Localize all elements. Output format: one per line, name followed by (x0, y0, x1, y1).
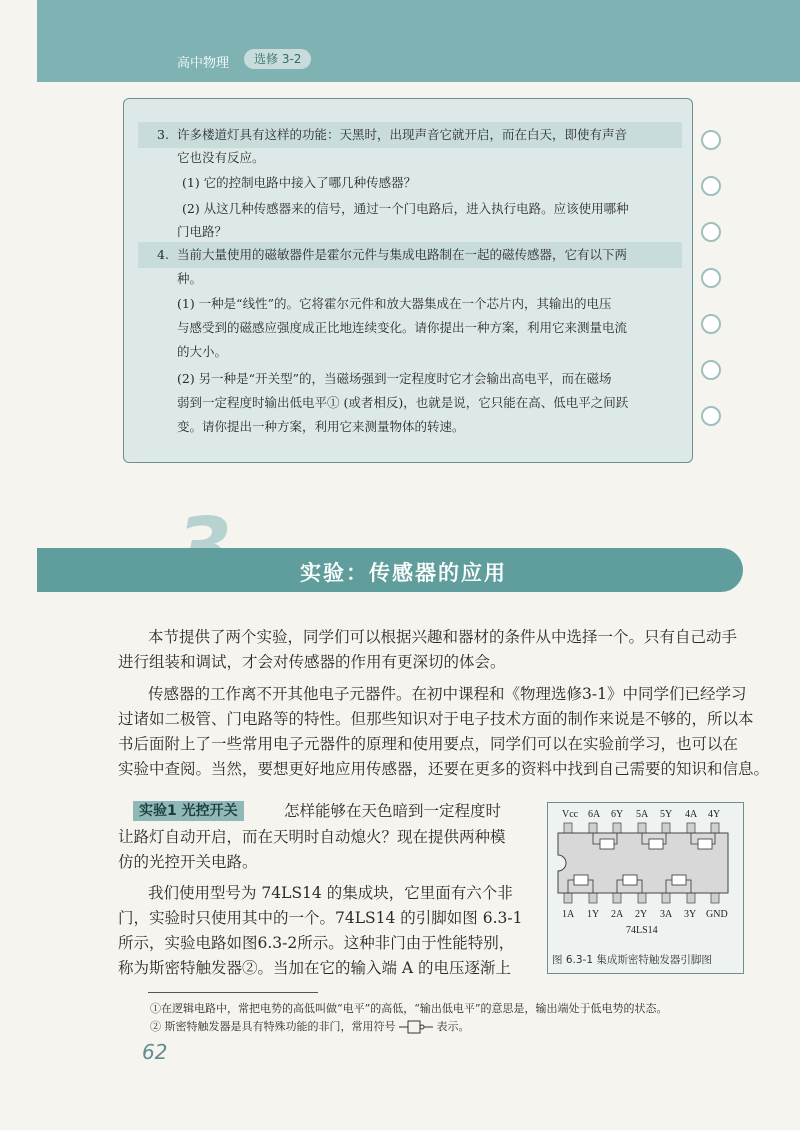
q3-sub-1: (1) 它的控制电路中接入了哪几种传感器？ (182, 175, 417, 190)
para-3a: 怎样能够在天色暗到一定程度时 (284, 802, 502, 820)
q4-sub-2c: 变。请你提出一种方案，利用它来测量物体的转速。 (177, 419, 465, 434)
experiment-label: 实验1 光控开关 (133, 801, 244, 821)
schmitt-trigger-icon (399, 1020, 433, 1034)
para-3c: 仿的光控开关电路。 (118, 853, 258, 871)
para-1b: 进行组装和调试，才会对传感器的作用有更深切的体会。 (118, 653, 506, 671)
q4-sub-2a: (2) 另一种是“开关型”的，当磁场强到一定程度时它才会输出高电平，而在磁场 (177, 371, 612, 386)
footnote-2-end: 表示。 (436, 1020, 470, 1033)
para-3b: 让路灯自动开启，而在天明时自动熄火？现在提供两种模 (118, 828, 506, 846)
q4-sub-2b: 弱到一定程度时输出低电平① (或者相反)，也就是说，它只能在高、低电平之间跃 (177, 395, 629, 410)
figure-pinout (547, 802, 744, 974)
header-bar (37, 0, 800, 82)
ring-icon (701, 406, 721, 426)
para-4a: 我们使用型号为 74LS14 的集成块，它里面有六个非 (148, 884, 513, 902)
pin-label-top: 4Y (708, 809, 721, 820)
ring-icon (701, 314, 721, 334)
para-4c: 所示，实验电路如图6.3-2所示。这种非门由于性能特别， (118, 934, 515, 952)
para-2d: 实验中查阅。当然，要想更好地应用传感器，还要在更多的资料中找到自己需要的知识和信息。 (118, 760, 770, 778)
q3-text: 许多楼道灯具有这样的功能：天黑时，出现声音它就开启，而在白天，即使有声音 (177, 127, 628, 142)
pin-label-bottom: 2A (611, 909, 624, 920)
q3-text-2: 它也没有反应。 (177, 150, 265, 165)
pin-label-bottom: GND (706, 909, 728, 920)
ring-icon (701, 130, 721, 150)
pin-label-bottom: 1A (562, 909, 575, 920)
q4-sub-1a: (1) 一种是“线性”的。它将霍尔元件和放大器集成在一个芯片内，其输出的电压 (177, 296, 612, 311)
volume-tag: 选修 3-2 (244, 49, 311, 69)
pinout-diagram (548, 803, 743, 953)
ring-icon (701, 176, 721, 196)
q4-text-2: 种。 (177, 271, 203, 286)
q3-number: 3. (157, 127, 169, 142)
book-title: 高中物理 (177, 56, 230, 71)
footnote-divider (148, 992, 318, 993)
section-title: 实验：传感器的应用 (300, 561, 507, 585)
para-2c: 书后面附上了一些常用电子元器件的原理和使用要点，同学们可以在实验前学习，也可以在 (118, 735, 739, 753)
para-1a: 本节提供了两个实验，同学们可以根据兴趣和器材的条件从中选择一个。只有自己动手 (148, 628, 738, 646)
figure-caption: 图 6.3-1 集成斯密特触发器引脚图 (552, 954, 712, 966)
para-4d: 称为斯密特触发器②。当加在它的输入端 A 的电压逐渐上 (118, 959, 512, 977)
page-number: 62 (142, 1040, 168, 1064)
pin-label-top: 5Y (660, 809, 673, 820)
q4-number: 4. (157, 247, 169, 262)
q4-text: 当前大量使用的磁敏器件是霍尔元件与集成电路制在一起的磁传感器，它有以下两 (177, 247, 628, 262)
pin-label-bottom: 3A (660, 909, 673, 920)
ring-icon (701, 268, 721, 288)
ring-icon (701, 360, 721, 380)
footnote-1: ①在逻辑电路中，常把电势的高低叫做“电平”的高低，“输出低电平”的意思是，输出端处于低电势的状态。 (150, 1002, 668, 1015)
section-banner (0, 548, 743, 594)
pin-label-top: Vcc (562, 809, 579, 820)
pin-label-top: 4A (685, 809, 698, 820)
footnote-2 (150, 1020, 470, 1034)
pin-label-top: 5A (636, 809, 649, 820)
para-2a: 传感器的工作离不开其他电子元器件。在初中课程和《物理选修3-1》中同学们已经学习 (148, 685, 747, 703)
pin-label-bottom: 1Y (587, 909, 600, 920)
pin-label-bottom: 3Y (684, 909, 697, 920)
binder-rings (691, 108, 731, 458)
q4-sub-1c: 的大小。 (177, 344, 228, 359)
para-4b: 门，实验时只使用其中的一个。74LS14 的引脚如图 6.3-1 (118, 909, 523, 927)
q3-sub-2a: (2) 从这几种传感器来的信号，通过一个门电路后，进入执行电路。应该使用哪种 (182, 201, 629, 216)
chip-label: 74LS14 (626, 925, 658, 936)
pin-label-bottom: 2Y (635, 909, 648, 920)
footnote-2-text: ② 斯密特触发器是具有特殊功能的非门，常用符号 (150, 1020, 396, 1033)
pin-label-top: 6Y (611, 809, 624, 820)
q4-sub-1b: 与感受到的磁感应强度成正比地连续变化。请你提出一种方案，利用它来测量电流 (177, 320, 628, 335)
q3-sub-2b: 门电路？ (177, 224, 228, 239)
ring-icon (701, 222, 721, 242)
pin-label-top: 6A (588, 809, 601, 820)
para-2b: 过诸如二极管、门电路等的特性。但那些知识对于电子技术方面的制作来说是不够的，所以本 (118, 710, 754, 728)
